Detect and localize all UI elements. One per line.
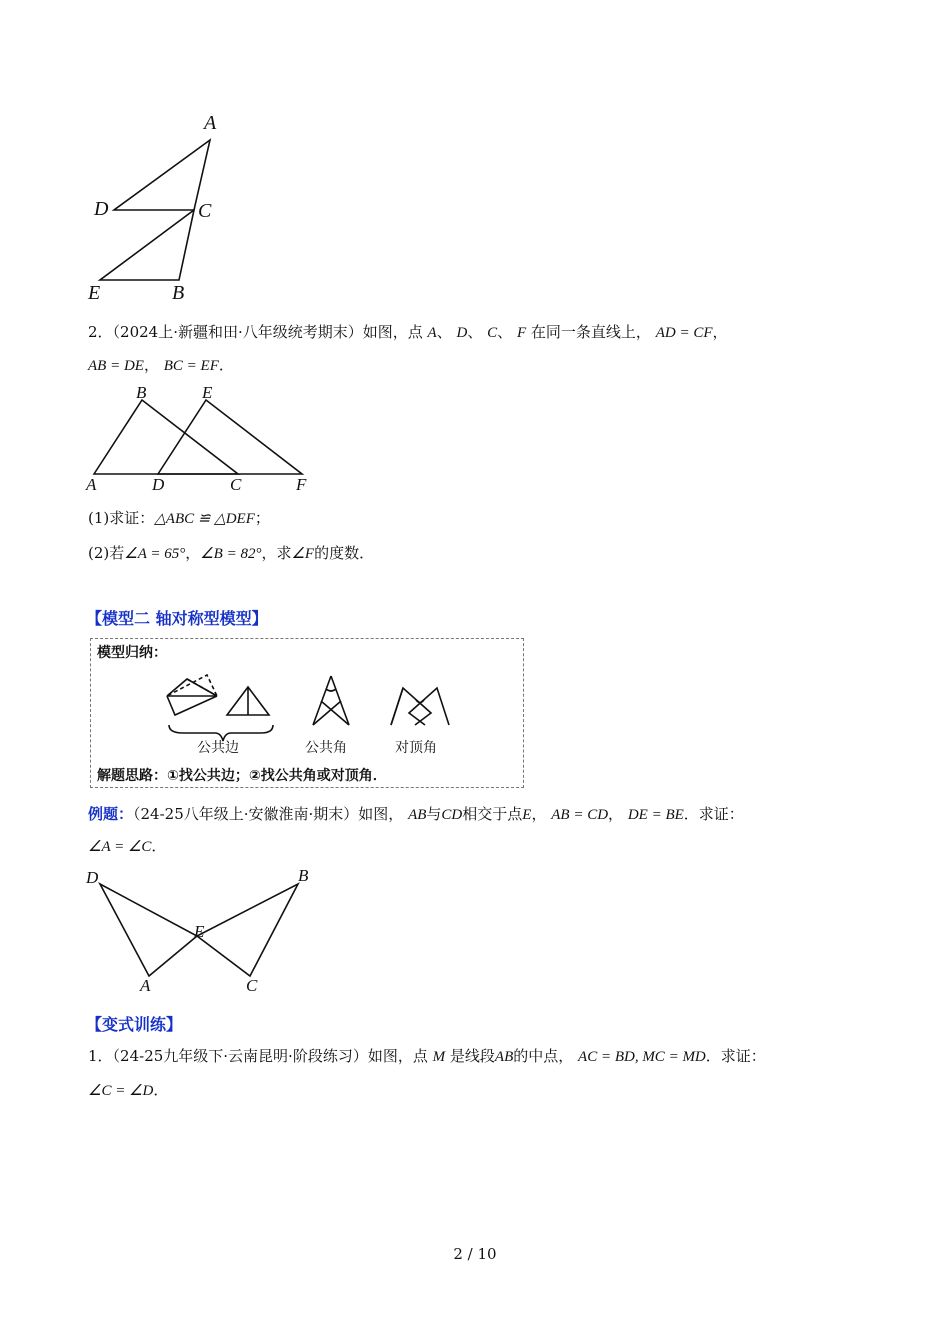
fig2-label-b: B — [136, 383, 147, 402]
point-f: F — [516, 325, 527, 341]
point-d: D — [456, 325, 468, 341]
math-ab: AB — [494, 1049, 514, 1065]
problem-source: （2024上·新疆和田·八年级统考期末）如图，点 — [112, 323, 423, 341]
point-c: C — [487, 325, 498, 341]
separator: ， — [531, 805, 547, 823]
figure-1 — [80, 110, 230, 310]
page-number: 2 / 10 — [453, 1245, 497, 1263]
math-de-be: DE = BE — [627, 807, 684, 823]
fig2-label-a: A — [86, 475, 97, 494]
caption-common-angle: 公共角 — [305, 740, 347, 756]
figure-3 — [80, 864, 320, 1000]
separator: 、 — [467, 323, 483, 341]
q2-mid: ，求 — [261, 544, 292, 562]
variant-text: 的中点， — [513, 1047, 574, 1065]
example-text: ．求证： — [683, 805, 744, 823]
q2-prefix: (2)若 — [88, 544, 125, 562]
fig1-label-c: C — [198, 200, 212, 222]
fig3-label-d: D — [86, 868, 99, 887]
box-title: 模型归纳： — [97, 645, 167, 661]
fig2-label-d: D — [152, 475, 165, 494]
question-2 — [88, 543, 374, 564]
solving-strategy: 解题思路：①找公共边；②找公共角或对顶角． — [97, 768, 387, 784]
separator: ． — [151, 837, 167, 855]
variant-text: 是线段 — [449, 1047, 495, 1065]
figure-2-drawing — [80, 380, 320, 500]
separator: 、 — [436, 323, 452, 341]
separator: 、 — [497, 323, 513, 341]
variant-number: 1． — [88, 1047, 113, 1065]
fig1-label-a: A — [204, 112, 217, 134]
math-e: E — [522, 807, 532, 823]
q2-angle-b: ∠B = 82° — [200, 546, 262, 562]
separator: ， — [143, 356, 159, 374]
q1-end: ； — [254, 509, 270, 527]
q2-end: 的度数． — [314, 544, 375, 562]
separator: ， — [712, 323, 728, 341]
fig2-label-f: F — [296, 475, 307, 494]
caption-vertical-angles: 对顶角 — [395, 740, 437, 756]
q1-math: △ABC ≌ △DEF — [154, 511, 255, 527]
model-summary-box — [90, 638, 524, 788]
problem-2-line-1 — [88, 322, 728, 343]
math-angle-c-d: ∠C = ∠D — [88, 1083, 154, 1099]
example-line-2 — [88, 836, 166, 857]
q1-prefix: (1)求证： — [88, 509, 155, 527]
section-heading-variant: 【变式训练】 — [86, 1015, 183, 1034]
fig3-label-b: B — [298, 866, 309, 885]
fig2-label-c: C — [230, 475, 242, 494]
figure-2 — [80, 380, 320, 500]
fig3-label-c: C — [246, 976, 258, 995]
fig1-label-e: E — [88, 282, 101, 304]
question-1 — [88, 508, 270, 529]
example-text: 与 — [426, 805, 442, 823]
separator: ． — [218, 356, 234, 374]
fig3-label-a: A — [140, 976, 151, 995]
fig3-label-e: E — [194, 922, 205, 941]
variant-source: （24-25九年级下·云南昆明·阶段练习）如图，点 — [112, 1047, 428, 1065]
problem-text: 在同一条直线上， — [530, 323, 651, 341]
problem-2-line-2 — [88, 355, 234, 376]
math-ab-cd: AB = CD — [551, 807, 609, 823]
variant-line-1 — [88, 1046, 766, 1067]
section-heading-model-2: 【模型二 轴对称型模型】 — [86, 609, 268, 628]
fig1-label-d: D — [94, 198, 109, 220]
variant-line-2 — [88, 1080, 168, 1101]
math-ab: AB — [408, 807, 427, 823]
caption-common-side: 公共边 — [197, 740, 239, 756]
problem-number: 2． — [88, 323, 113, 341]
separator: ， — [185, 544, 201, 562]
fig1-label-b: B — [172, 282, 185, 304]
separator: ． — [153, 1081, 169, 1099]
fig2-label-e: E — [202, 383, 213, 402]
example-label: 例题： — [88, 805, 134, 823]
q2-angle-f: ∠F — [291, 546, 315, 562]
example-source: （24-25八年级上·安徽淮南·期末）如图， — [133, 805, 404, 823]
math-angle-a-c: ∠A = ∠C — [88, 839, 152, 855]
condition-bc-ef: BC = EF — [163, 358, 219, 374]
point-a: A — [427, 325, 437, 341]
example-text: 相交于点 — [462, 805, 523, 823]
condition-ad-cf: AD = CF — [655, 325, 713, 341]
math-conditions: AC = BD, MC = MD — [578, 1049, 706, 1065]
variant-text: ．求证： — [705, 1047, 766, 1065]
example-line-1 — [88, 804, 744, 825]
math-cd: CD — [441, 807, 463, 823]
q2-angle-a: ∠A = 65° — [124, 546, 186, 562]
math-m: M — [432, 1049, 446, 1065]
separator: ， — [608, 805, 624, 823]
condition-ab-de: AB = DE — [88, 358, 144, 374]
